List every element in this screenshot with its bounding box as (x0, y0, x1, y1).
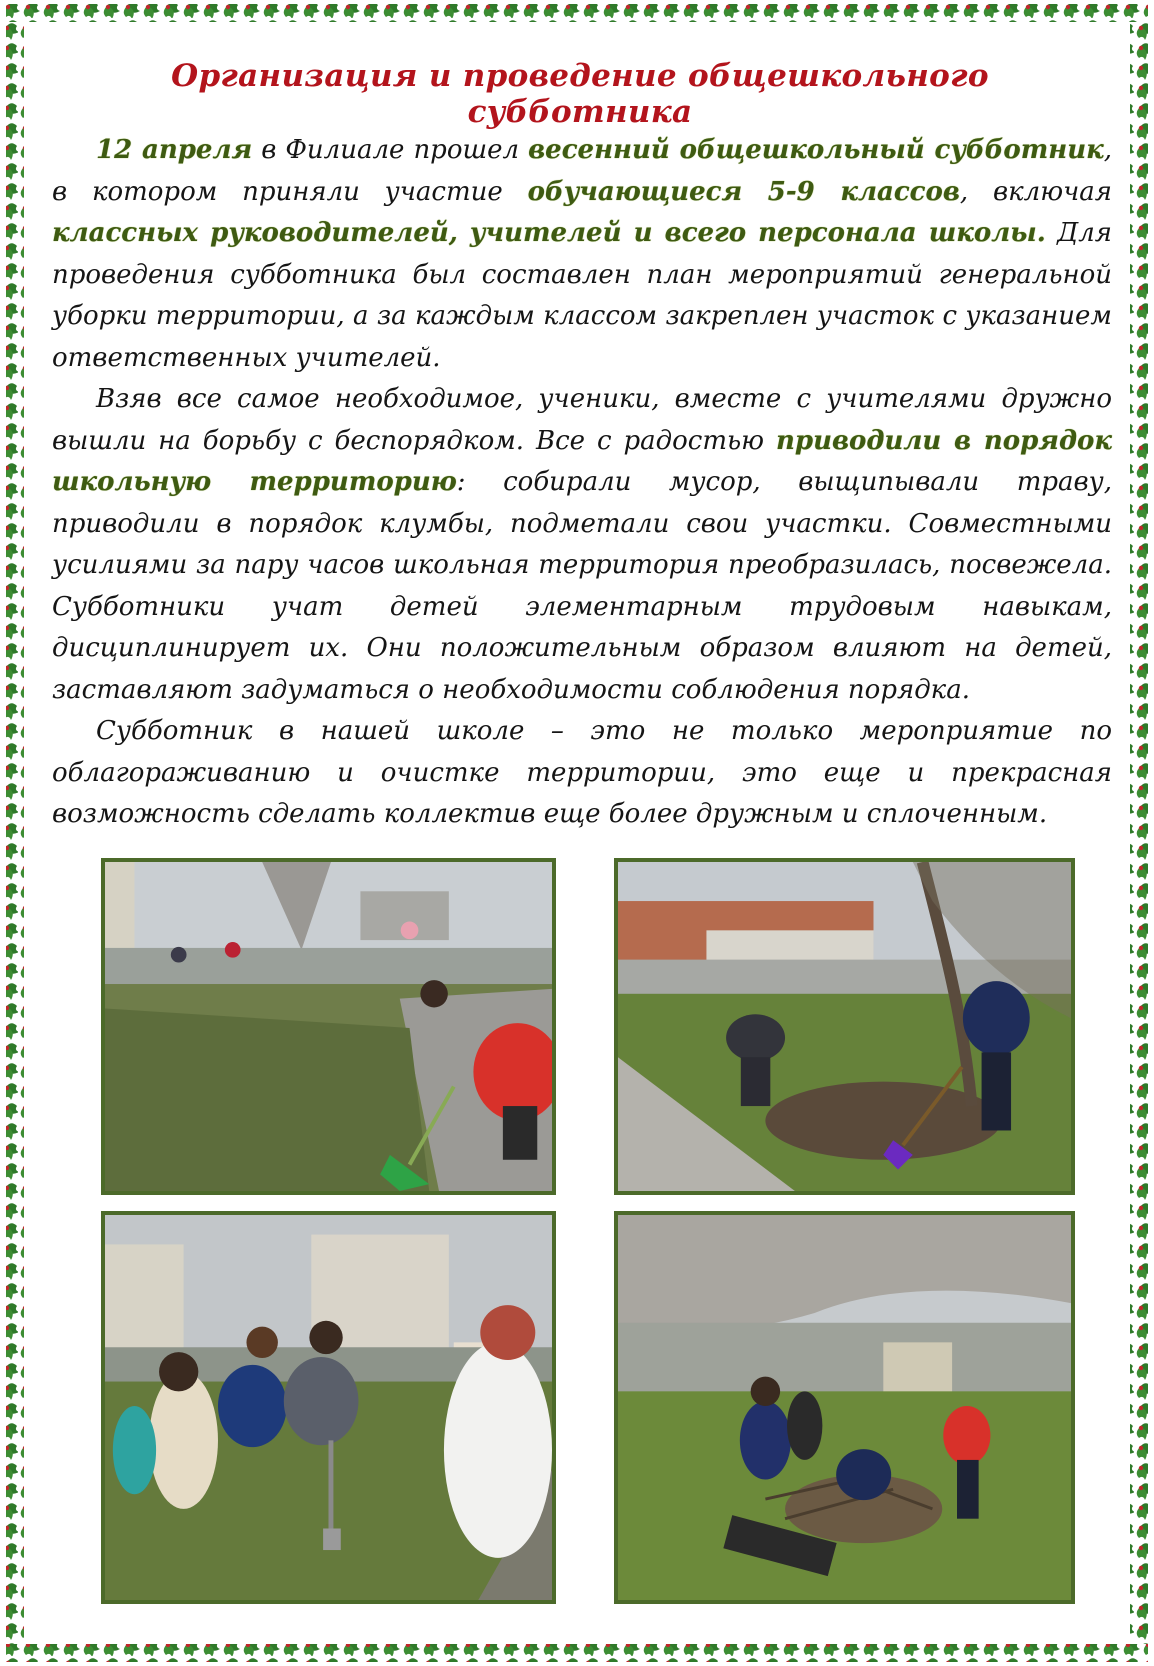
text-segment: в Филиале прошел (252, 135, 529, 165)
paragraph-2 (52, 379, 1112, 711)
text-segment: обучающиеся 5-9 классов (527, 176, 960, 207)
text-segment: Субботник в нашей школе – это не только мероприятие по облагораживанию и очистке территории, это еще и прекрасная возможность сделать коллектив еще более дружным и сплоченным. (52, 716, 1112, 829)
text-segment: приводили в порядок школьную территорию (52, 425, 1112, 497)
page-title: Организация и проведение общешкольного субботника (171, 58, 989, 130)
paragraph-3 (52, 711, 1112, 836)
text-segment: 12 апреля (96, 135, 253, 165)
text-segment: Взяв все самое необходимое, ученики, вместе с учителями дружно вышли на борьбу с беспорядком. Все с радостью (52, 384, 1112, 456)
photo-sweeping (101, 858, 556, 1195)
text-segment: : собирали мусор, выщипывали траву, приводили в порядок клумбы, подметали свои участки. Совместными усилиями за пару часов школьная территория преобразилась, посвежела. Субботники учат детей элементарным трудовым навыкам, дисциплинирует их. Они положительным образом влияют на детей, заставляют задуматься о необходимости соблюдения порядка. (52, 467, 1112, 705)
photo-group-shovels (101, 1211, 556, 1604)
article-body (52, 130, 1112, 836)
text-segment: Для проведения субботника был составлен план мероприятий генеральной уборки территории, а за каждым классом закреплен участок с указанием ответственных учителей. (52, 218, 1113, 373)
text-segment: весенний общешкольный субботник (528, 135, 1104, 165)
text-segment: , в котором приняли участие (52, 135, 1112, 207)
text-segment: классных руководителей, учителей и всего персонала школы. (52, 218, 1046, 248)
paragraph-1 (52, 130, 1112, 379)
text-segment: , включая (959, 176, 1112, 207)
photo-branches (614, 1211, 1075, 1604)
photo-flowerbed (614, 858, 1075, 1195)
